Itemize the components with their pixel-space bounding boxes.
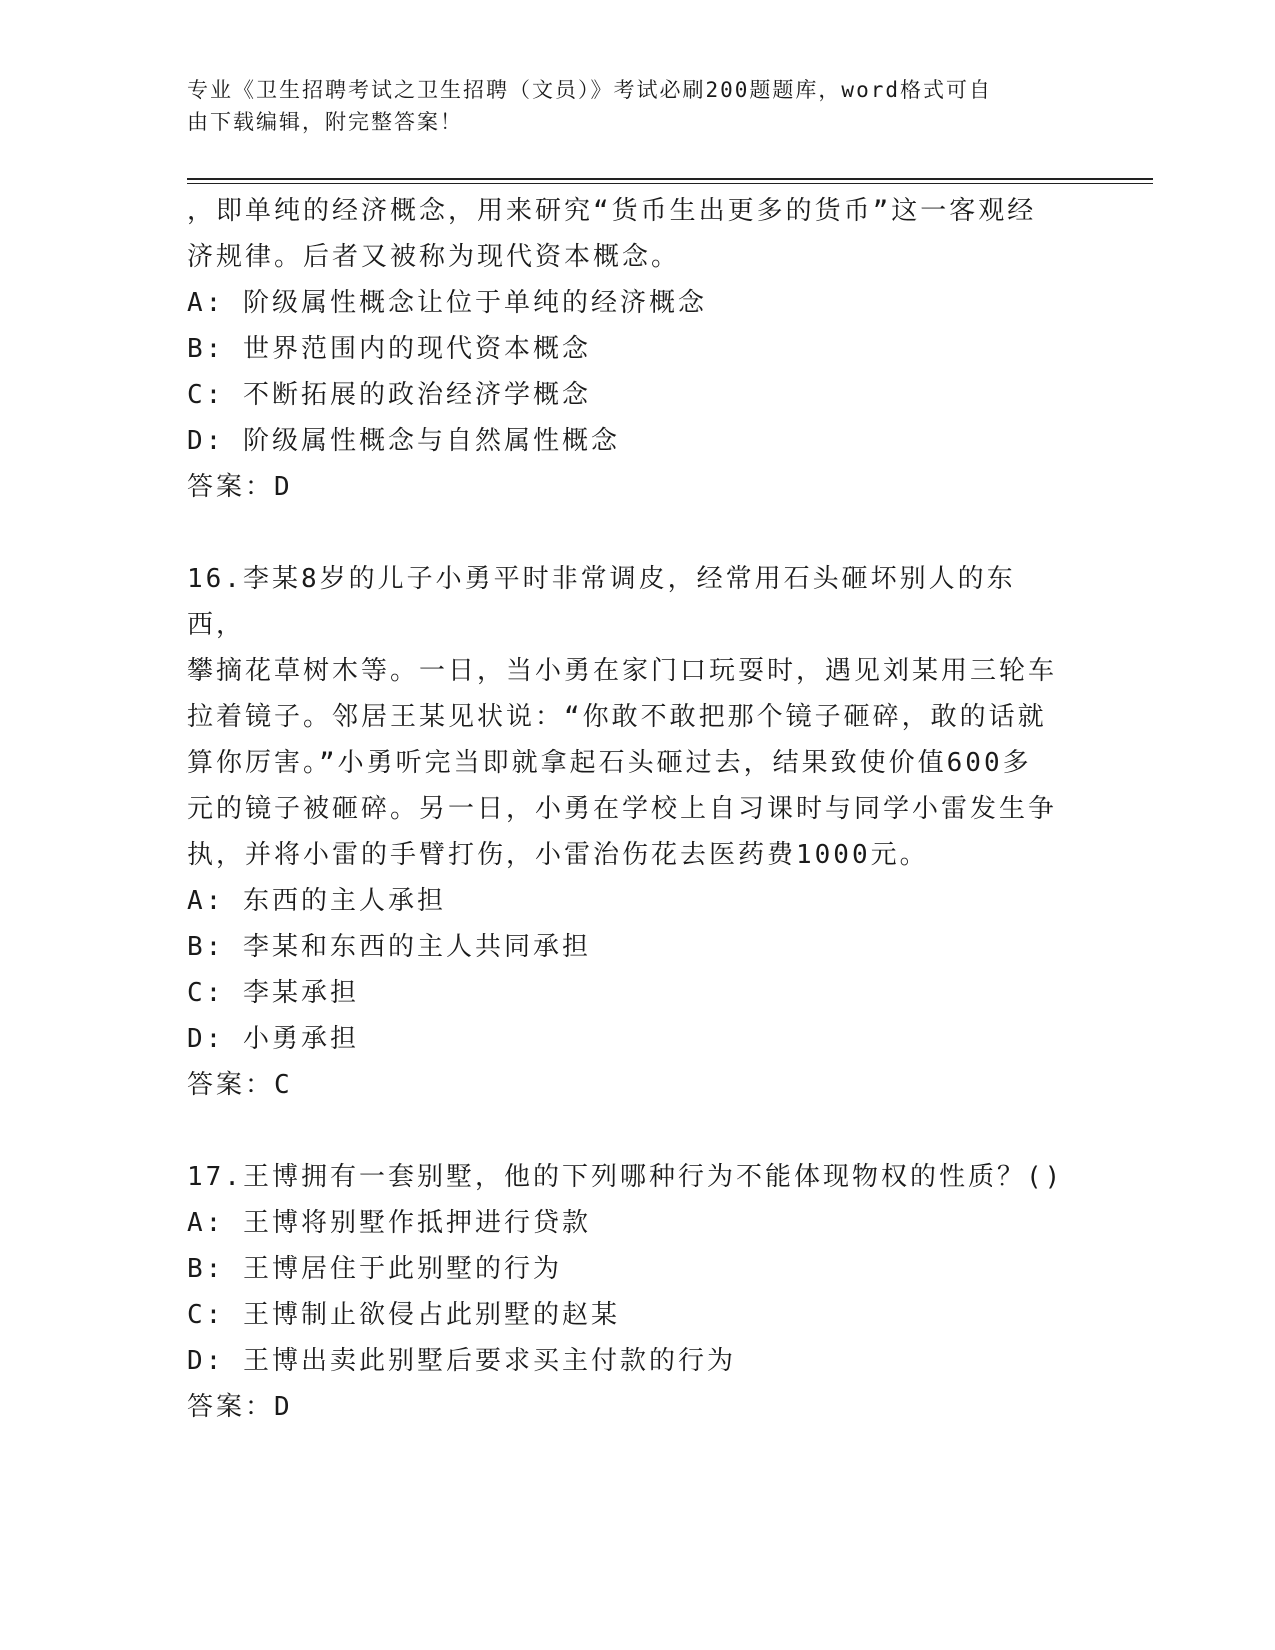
question-continuation — [187, 188, 1067, 510]
option-c: C: 王博制止欲侵占此别墅的赵某 — [187, 1300, 620, 1330]
option-d: D: 小勇承担 — [187, 1024, 359, 1054]
question-text-line: 17.王博拥有一套别墅，他的下列哪种行为不能体现物权的性质？() — [187, 1162, 1064, 1192]
question-text-line: 拉着镜子。邻居王某见状说：“你敢不敢把那个镜子砸碎，敢的话就 — [187, 702, 1047, 732]
document-body — [187, 188, 1067, 1430]
question-16 — [187, 556, 1067, 1108]
question-text-line: 济规律。后者又被称为现代资本概念。 — [187, 242, 681, 272]
option-a: A: 王博将别墅作抵押进行贷款 — [187, 1208, 591, 1238]
question-text-line: 算你厉害。”小勇听完当即就拿起石头砸过去，结果致使价值600多 — [187, 748, 1032, 778]
spacer — [187, 510, 1067, 556]
question-text-line: 执，并将小雷的手臂打伤，小雷治伤花去医药费1000元。 — [187, 840, 929, 870]
answer-line: 答案：C — [187, 1070, 293, 1100]
document-header — [187, 74, 1067, 138]
option-b: B: 李某和东西的主人共同承担 — [187, 932, 591, 962]
option-b: B: 王博居住于此别墅的行为 — [187, 1254, 562, 1284]
answer-line: 答案：D — [187, 472, 293, 502]
header-rule-thick — [187, 178, 1153, 180]
option-a: A: 阶级属性概念让位于单纯的经济概念 — [187, 288, 707, 318]
question-text-line: ，即单纯的经济概念，用来研究“货币生出更多的货币”这一客观经 — [187, 196, 1037, 226]
header-line-2: 由下载编辑，附完整答案！ — [187, 110, 463, 134]
header-rule-thin — [187, 183, 1153, 184]
spacer — [187, 1108, 1067, 1154]
header-line-1: 专业《卫生招聘考试之卫生招聘（文员）》考试必刷200题题库，word格式可自 — [187, 78, 992, 102]
option-c: C: 不断拓展的政治经济学概念 — [187, 380, 591, 410]
option-a: A: 东西的主人承担 — [187, 886, 446, 916]
question-text-line: 元的镜子被砸碎。另一日，小勇在学校上自习课时与同学小雷发生争 — [187, 794, 1058, 824]
option-d: D: 王博出卖此别墅后要求买主付款的行为 — [187, 1346, 736, 1376]
option-b: B: 世界范围内的现代资本概念 — [187, 334, 591, 364]
question-text-line: 攀摘花草树木等。一日，当小勇在家门口玩耍时，遇见刘某用三轮车 — [187, 656, 1058, 686]
answer-line: 答案：D — [187, 1392, 293, 1422]
option-d: D: 阶级属性概念与自然属性概念 — [187, 426, 620, 456]
option-c: C: 李某承担 — [187, 978, 359, 1008]
question-17 — [187, 1154, 1067, 1430]
question-text-line: 16.李某8岁的儿子小勇平时非常调皮，经常用石头砸坏别人的东西， — [187, 564, 1016, 640]
